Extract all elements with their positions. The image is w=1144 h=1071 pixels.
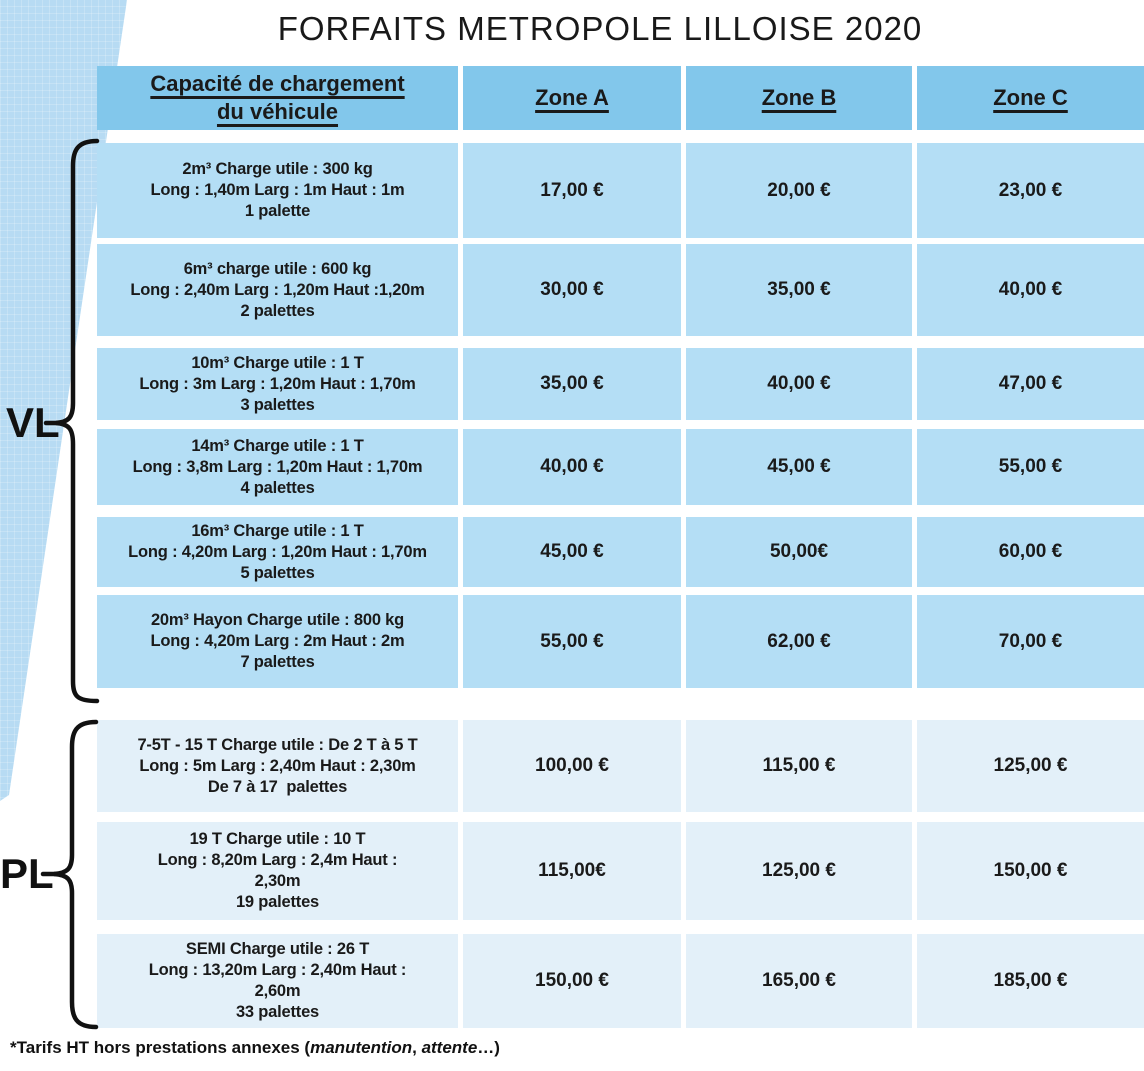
description-line: 16m³ Charge utile : 1 T <box>191 521 364 540</box>
price-cell-zone-b: 165,00 € <box>686 934 912 1028</box>
description-line: De 7 à 17 palettes <box>207 777 348 796</box>
price-cell-zone-c: 150,00 € <box>917 822 1144 920</box>
description-line: 19 T Charge utile : 10 T <box>189 830 366 848</box>
price-cell-zone-a: 150,00 € <box>463 934 681 1028</box>
description-line: 2m³ Charge utile : 300 kg <box>182 160 373 178</box>
price-cell-zone-c: 23,00 € <box>917 143 1144 238</box>
table-row-vl-2 <box>97 244 1144 336</box>
description-line: 6m³ charge utile : 600 kg <box>183 259 372 278</box>
price-cell-zone-a: 100,00 € <box>463 720 681 812</box>
description-line: 2,60m <box>254 982 301 1000</box>
column-header-zone-c <box>917 66 1144 130</box>
price-cell-zone-a: 35,00 € <box>463 348 681 420</box>
footnote <box>10 1038 500 1058</box>
price-cell-zone-c: 47,00 € <box>917 348 1144 420</box>
table-row-pl-7 <box>97 720 1144 812</box>
description-line: 2,30m <box>254 872 301 890</box>
price-cell-zone-a: 45,00 € <box>463 517 681 587</box>
vehicle-description-cell <box>97 822 458 920</box>
description-line: 14m³ Charge utile : 1 T <box>191 436 364 455</box>
price-cell-zone-b: 40,00 € <box>686 348 912 420</box>
description-line: Long : 4,20m Larg : 2m Haut : 2m <box>150 632 405 650</box>
price-cell-zone-b: 50,00€ <box>686 517 912 587</box>
price-cell-zone-c: 185,00 € <box>917 934 1144 1028</box>
footnote-end: …) <box>477 1038 500 1057</box>
description-line: 10m³ Charge utile : 1 T <box>191 353 364 372</box>
pricing-table <box>97 66 1144 1028</box>
price-cell-zone-b: 35,00 € <box>686 244 912 336</box>
price-cell-zone-b: 45,00 € <box>686 429 912 505</box>
vehicle-description-cell <box>97 934 458 1028</box>
vehicle-description-cell <box>97 143 458 238</box>
column-header-zone-a-label: Zone A <box>535 85 609 110</box>
price-cell-zone-c: 125,00 € <box>917 720 1144 812</box>
description-line: 4 palettes <box>240 478 315 497</box>
footnote-italic-attente: attente <box>421 1038 478 1057</box>
table-row-pl-8 <box>97 822 1144 920</box>
price-cell-zone-a: 115,00€ <box>463 822 681 920</box>
vehicle-description-cell <box>97 720 458 812</box>
group-label-vl: VL <box>6 399 60 446</box>
description-line: Long : 5m Larg : 2,40m Haut : 2,30m <box>139 756 416 775</box>
price-cell-zone-b: 62,00 € <box>686 595 912 688</box>
column-header-zone-a <box>463 66 681 130</box>
price-cell-zone-c: 70,00 € <box>917 595 1144 688</box>
price-cell-zone-a: 30,00 € <box>463 244 681 336</box>
vehicle-description-cell <box>97 348 458 420</box>
price-cell-zone-a: 55,00 € <box>463 595 681 688</box>
description-line: Long : 13,20m Larg : 2,40m Haut : <box>148 961 407 979</box>
vehicle-description-cell <box>97 429 458 505</box>
column-header-capacity-line1: Capacité de chargement <box>150 71 405 96</box>
price-cell-zone-b: 20,00 € <box>686 143 912 238</box>
description-line: 1 palette <box>244 202 311 220</box>
description-line: Long : 3,8m Larg : 1,20m Haut : 1,70m <box>132 457 423 476</box>
description-line: SEMI Charge utile : 26 T <box>185 940 370 958</box>
group-label-pl: PL <box>0 850 54 897</box>
price-cell-zone-b: 125,00 € <box>686 822 912 920</box>
description-line: 19 palettes <box>235 893 320 911</box>
price-cell-zone-a: 17,00 € <box>463 143 681 238</box>
table-row-vl-5 <box>97 517 1144 587</box>
table-row-vl-6 <box>97 595 1144 688</box>
vehicle-description-cell <box>97 517 458 587</box>
table-row-pl-9 <box>97 934 1144 1028</box>
footnote-text: *Tarifs HT hors prestations annexes ( <box>10 1038 311 1057</box>
vehicle-description-cell <box>97 244 458 336</box>
table-row-vl-1 <box>97 143 1144 238</box>
description-line: Long : 1,40m Larg : 1m Haut : 1m <box>150 181 405 199</box>
description-line: Long : 2,40m Larg : 1,20m Haut :1,20m <box>130 280 425 299</box>
column-header-capacity-line2: du véhicule <box>216 99 339 124</box>
description-line: 33 palettes <box>235 1003 320 1021</box>
description-line: 20m³ Hayon Charge utile : 800 kg <box>150 611 405 629</box>
vehicle-description-cell <box>97 595 458 688</box>
price-cell-zone-b: 115,00 € <box>686 720 912 812</box>
pl-bracket <box>54 722 96 1027</box>
page-title: FORFAITS METROPOLE LILLOISE 2020 <box>277 10 923 47</box>
column-header-capacity <box>97 66 458 130</box>
description-line: Long : 3m Larg : 1,20m Haut : 1,70m <box>139 374 416 393</box>
column-header-zone-b <box>686 66 912 130</box>
price-cell-zone-c: 55,00 € <box>917 429 1144 505</box>
description-line: 7 palettes <box>240 653 315 671</box>
description-line: Long : 8,20m Larg : 2,4m Haut : <box>157 851 398 869</box>
column-header-zone-c-label: Zone C <box>993 85 1068 110</box>
description-line: Long : 4,20m Larg : 1,20m Haut : 1,70m <box>128 542 427 561</box>
description-line: 7-5T - 15 T Charge utile : De 2 T à 5 T <box>137 735 418 754</box>
footnote-separator: , <box>412 1038 422 1057</box>
table-row-vl-4 <box>97 429 1144 505</box>
table-header-row <box>97 66 1144 130</box>
footnote-italic-manutention: manutention <box>310 1038 413 1057</box>
description-line: 5 palettes <box>240 563 315 582</box>
price-cell-zone-c: 60,00 € <box>917 517 1144 587</box>
description-line: 3 palettes <box>240 395 315 414</box>
description-line: 2 palettes <box>240 301 315 320</box>
column-header-zone-b-label: Zone B <box>761 85 837 110</box>
price-cell-zone-c: 40,00 € <box>917 244 1144 336</box>
table-row-vl-3 <box>97 348 1144 420</box>
price-cell-zone-a: 40,00 € <box>463 429 681 505</box>
